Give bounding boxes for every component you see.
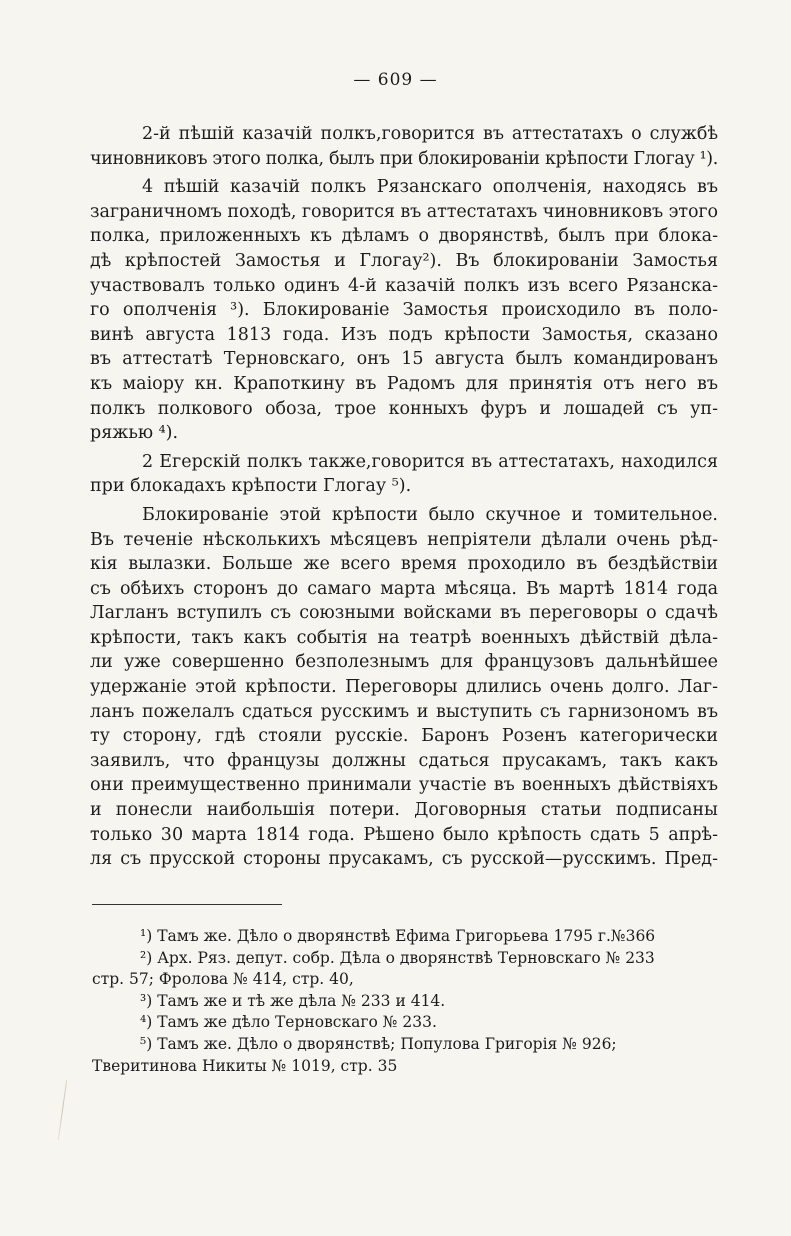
text-line: 2-й пѣшiй казачiй полкъ,говорится въ аттестатахъ о службѣ (142, 124, 718, 144)
paragraph (90, 175, 718, 446)
text-line: ланъ пожелалъ сдаться русскимъ и выступить съ гарнизономъ въ (90, 701, 718, 722)
page-number: — 609 — (353, 70, 438, 90)
paragraph (90, 503, 718, 872)
text-line: ряжью ⁴). (90, 423, 179, 444)
text-line: полкъ полкового обоза, трое конныхъ фуръ и лошадей съ уп- (90, 398, 718, 419)
text-line: 2 Егерскiй полкъ также,говорится въ аттестатахъ, находился (142, 451, 718, 472)
text-line: кiя вылазки. Больше же всего время проходило въ бездѣйствiи (90, 554, 718, 575)
text-line: съ обѣихъ сторонъ до самаго марта мѣсяца. Въ мартѣ 1814 года (90, 578, 718, 599)
text-line: въ аттестатѣ Терновскаго, онъ 15 августа былъ командированъ (90, 349, 718, 370)
footnote: ⁵) Тамъ же. Дѣло о дворянствѣ; Популова Григорiя № 926; (140, 1034, 617, 1053)
text-line: и понесли наибольшiя потери. Договорныя статьи подписаны (90, 800, 718, 821)
footnote-continuation: стр. 57; Фролова № 414, стр. 40, (92, 970, 354, 989)
footnote-continuation: Тверитинова Никиты № 1019, стр. 35 (92, 1056, 398, 1075)
text-line: заграничномъ походѣ, говорится въ аттестатахъ чиновниковъ этого (90, 201, 718, 222)
text-line: полка, приложенныхъ къ дѣламъ о дворянствѣ, былъ при блока- (90, 226, 718, 247)
paragraph (90, 450, 718, 499)
text-line: Въ теченiе нѣсколькихъ мѣсяцевъ непрiятели дѣлали очень рѣд- (90, 529, 718, 550)
text-line: Лагланъ вступилъ съ союзными войсками въ переговоры о сдачѣ (90, 603, 718, 624)
text-line: къ маiору кн. Крапоткину въ Радомъ для принятiя отъ него въ (90, 373, 718, 394)
footnote: ²) Арх. Ряз. депут. собр. Дѣла о дворянствѣ Терновскаго № 233 (140, 948, 655, 967)
text-line: ли уже совершенно безполезнымъ для французовъ дальнѣйшее (90, 652, 718, 673)
text-line: го ополченiя ³). Блокированiе Замостья происходило въ поло- (90, 300, 718, 321)
scan-mark (58, 1080, 67, 1140)
text-line: только 30 марта 1814 года. Рѣшено было крѣпость сдать 5 апрѣ- (90, 824, 718, 845)
text-line: участвовалъ только одинъ 4-й казачiй полкъ изъ всего Рязанска- (90, 275, 718, 296)
text-line: 4 пѣшiй казачiй полкъ Рязанскаго ополченiя, находясь въ (142, 177, 718, 198)
text-line: чиновниковъ этого полка, былъ при блокированiи крѣпости Глогау ¹). (90, 148, 718, 169)
paragraph (90, 122, 718, 171)
footnote: ⁴) Тамъ же дѣло Терновскаго № 233. (140, 1013, 437, 1032)
footnote: ³) Тамъ же и тѣ же дѣла № 233 и 414. (140, 991, 446, 1010)
text-line: крѣпости, такъ какъ событiя на театрѣ военныхъ дѣйствiй дѣла- (90, 627, 718, 648)
text-line: удержанiе этой крѣпости. Переговоры длились очень долго. Лаг- (90, 677, 718, 698)
text-line: ля съ прусской стороны прусакамъ, съ русской—русскимъ. Пред- (90, 849, 718, 870)
text-line: они преимущественно принимали участiе въ военныхъ дѣйствiяхъ (90, 775, 718, 796)
text-line: заявилъ, что французы должны сдаться прусакамъ, такъ какъ (90, 750, 718, 771)
footnote: ¹) Тамъ же. Дѣло о дворянствѣ Ефима Григорьева 1795 г.№366 (140, 927, 656, 945)
text-line: дѣ крѣпостей Замостья и Глогау²). Въ блокированiи Замостья (90, 250, 718, 271)
body-text (90, 122, 718, 872)
text-line: винѣ августа 1813 года. Изъ подъ крѣпости Замостья, сказано (90, 324, 718, 345)
text-line: ту сторону, гдѣ стояли русскiе. Баронъ Розенъ категорически (90, 726, 718, 747)
text-line: Блокированiе этой крѣпости было скучное и томительное. (142, 504, 718, 525)
text-line: при блокадахъ крѣпости Глогау ⁵). (90, 476, 412, 497)
footnote-divider (92, 904, 282, 905)
footnotes (92, 926, 718, 1077)
